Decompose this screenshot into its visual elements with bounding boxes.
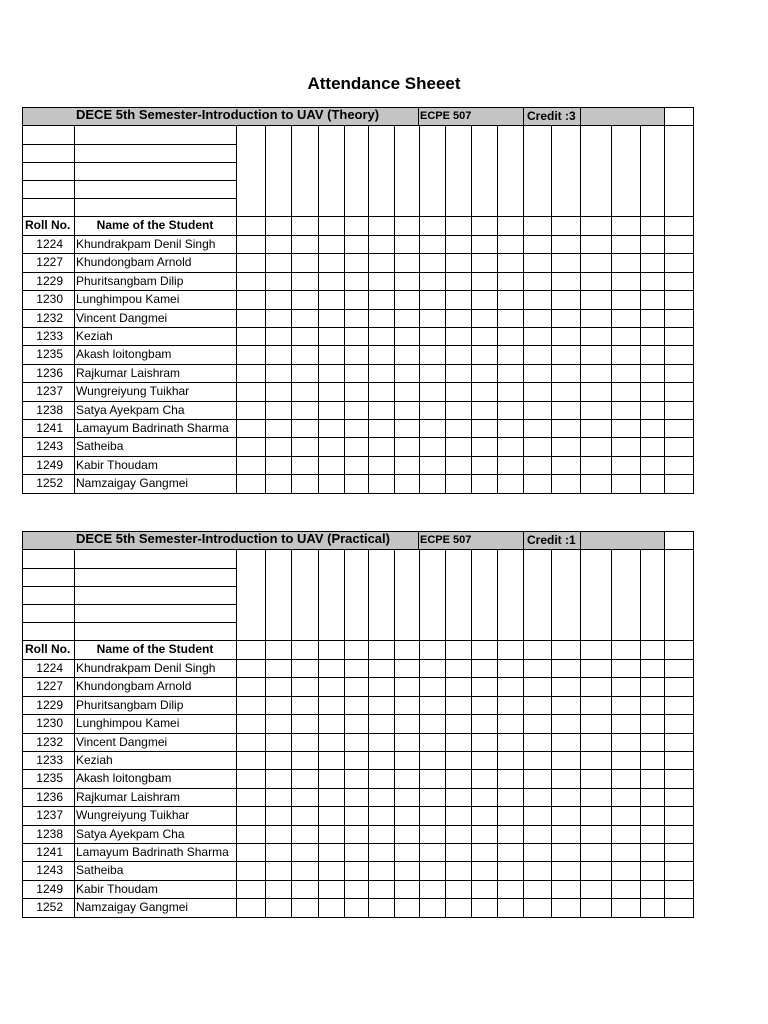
student-name: Phuritsangbam Dilip xyxy=(76,697,184,712)
grid-line xyxy=(418,107,419,126)
roll-number: 1236 xyxy=(36,789,63,804)
credit-label: Credit :3 xyxy=(527,109,576,123)
grid-line xyxy=(265,125,266,494)
roll-number: 1241 xyxy=(36,845,63,859)
grid-line xyxy=(22,586,237,587)
grid-line xyxy=(22,180,237,181)
grid-line xyxy=(497,549,498,918)
grid-line xyxy=(74,125,75,494)
credit-label: Credit :1 xyxy=(527,533,576,547)
grid-line xyxy=(291,549,292,918)
student-name: Wungreiyung Tuikhar xyxy=(76,384,190,399)
roll-number: 1252 xyxy=(36,476,63,491)
roll-number: 1224 xyxy=(36,237,63,251)
student-name: Namzaigay Gangmei xyxy=(76,900,189,915)
student-name: Vincent Dangmei xyxy=(76,734,168,749)
grid-line xyxy=(22,622,237,623)
roll-number: 1249 xyxy=(36,457,63,472)
student-name: Lunghimpou Kamei xyxy=(76,292,180,307)
grid-line xyxy=(291,125,292,494)
grid-line xyxy=(22,568,237,569)
grid-line xyxy=(471,549,472,918)
grid-line xyxy=(22,198,237,199)
course-code: ECPE 507 xyxy=(420,534,472,546)
grid-line xyxy=(580,531,581,550)
student-name: Satheiba xyxy=(76,439,124,454)
roll-number: 1241 xyxy=(36,421,63,435)
course-code: ECPE 507 xyxy=(420,110,472,122)
grid-line xyxy=(394,549,395,918)
student-name: Wungreiyung Tuikhar xyxy=(76,808,190,823)
grid-line xyxy=(318,549,319,918)
roll-number: 1249 xyxy=(36,881,63,896)
grid-line xyxy=(445,549,446,918)
grid-line xyxy=(22,604,237,605)
roll-number: 1236 xyxy=(36,365,63,380)
roll-number: 1243 xyxy=(36,863,63,878)
grid-line xyxy=(611,549,612,918)
student-name: Akash loitongbam xyxy=(76,347,172,362)
grid-line xyxy=(693,531,694,918)
grid-line xyxy=(523,125,524,494)
roll-number: 1235 xyxy=(36,771,63,786)
roll-number: 1227 xyxy=(36,255,63,270)
roll-number: 1233 xyxy=(36,329,63,343)
student-name: Keziah xyxy=(76,329,113,343)
roll-number: 1235 xyxy=(36,347,63,362)
grid-line xyxy=(22,549,694,550)
grid-line xyxy=(419,125,420,494)
roll-number: 1237 xyxy=(36,808,63,823)
grid-line xyxy=(611,125,612,494)
student-name: Lamayum Badrinath Sharma xyxy=(76,421,229,435)
roll-number: 1238 xyxy=(36,826,63,841)
student-name: Khundrakpam Denil Singh xyxy=(76,237,216,251)
roll-no-header: Roll No. xyxy=(25,642,71,656)
grid-line xyxy=(394,125,395,494)
roll-number: 1243 xyxy=(36,439,63,454)
grid-line xyxy=(523,107,524,126)
grid-line xyxy=(445,125,446,494)
grid-line xyxy=(236,549,237,918)
page-title: Attendance Sheeet xyxy=(307,74,461,93)
grid-line xyxy=(344,125,345,494)
grid-line xyxy=(318,125,319,494)
grid-line xyxy=(664,125,665,494)
grid-line xyxy=(344,549,345,918)
student-name: Satya Ayekpam Cha xyxy=(76,826,185,841)
grid-line xyxy=(22,917,694,918)
grid-line xyxy=(693,107,694,494)
grid-line xyxy=(497,125,498,494)
roll-number: 1252 xyxy=(36,900,63,915)
grid-line xyxy=(640,125,641,494)
roll-number: 1224 xyxy=(36,661,63,675)
roll-number: 1227 xyxy=(36,679,63,694)
grid-line xyxy=(22,493,694,494)
grid-line xyxy=(419,549,420,918)
grid-line xyxy=(640,549,641,918)
student-name: Lamayum Badrinath Sharma xyxy=(76,845,229,859)
student-name: Rajkumar Laishram xyxy=(76,365,181,380)
grid-line xyxy=(368,549,369,918)
grid-line xyxy=(523,531,524,550)
student-name: Khundongbam Arnold xyxy=(76,255,192,270)
grid-line xyxy=(580,107,581,126)
grid-line xyxy=(22,125,694,126)
student-name: Keziah xyxy=(76,753,113,767)
grid-line xyxy=(580,549,581,918)
grid-line xyxy=(74,549,75,918)
roll-number: 1232 xyxy=(36,734,63,749)
student-name: Kabir Thoudam xyxy=(76,457,158,472)
grid-line xyxy=(22,162,237,163)
roll-number: 1233 xyxy=(36,753,63,767)
grid-line xyxy=(523,549,524,918)
roll-number: 1230 xyxy=(36,292,63,307)
student-name: Kabir Thoudam xyxy=(76,881,158,896)
grid-line xyxy=(236,125,237,494)
roll-number: 1229 xyxy=(36,697,63,712)
grid-line xyxy=(551,125,552,494)
student-name: Khundrakpam Denil Singh xyxy=(76,661,216,675)
student-name-header: Name of the Student xyxy=(96,642,214,656)
student-name: Phuritsangbam Dilip xyxy=(76,273,184,288)
grid-line xyxy=(471,125,472,494)
student-name: Rajkumar Laishram xyxy=(76,789,181,804)
roll-number: 1237 xyxy=(36,384,63,399)
roll-number: 1238 xyxy=(36,402,63,417)
course-title: DECE 5th Semester-Introduction to UAV (Practical) xyxy=(76,531,390,546)
grid-line xyxy=(368,125,369,494)
course-title: DECE 5th Semester-Introduction to UAV (Theory) xyxy=(76,107,380,122)
grid-line xyxy=(265,549,266,918)
roll-no-header: Roll No. xyxy=(25,218,71,232)
grid-line xyxy=(580,125,581,494)
student-name: Khundongbam Arnold xyxy=(76,679,192,694)
grid-line xyxy=(664,531,665,550)
student-name: Namzaigay Gangmei xyxy=(76,476,189,491)
student-name: Akash loitongbam xyxy=(76,771,172,786)
student-name-header: Name of the Student xyxy=(96,218,214,232)
roll-number: 1232 xyxy=(36,310,63,325)
student-name: Lunghimpou Kamei xyxy=(76,716,180,731)
student-name: Vincent Dangmei xyxy=(76,310,168,325)
grid-line xyxy=(22,327,694,328)
grid-line xyxy=(22,144,237,145)
grid-line xyxy=(664,107,665,126)
roll-number: 1230 xyxy=(36,716,63,731)
grid-line xyxy=(22,751,694,752)
grid-line xyxy=(551,549,552,918)
roll-number: 1229 xyxy=(36,273,63,288)
student-name: Satheiba xyxy=(76,863,124,878)
grid-line xyxy=(664,549,665,918)
student-name: Satya Ayekpam Cha xyxy=(76,402,185,417)
grid-line xyxy=(418,531,419,550)
